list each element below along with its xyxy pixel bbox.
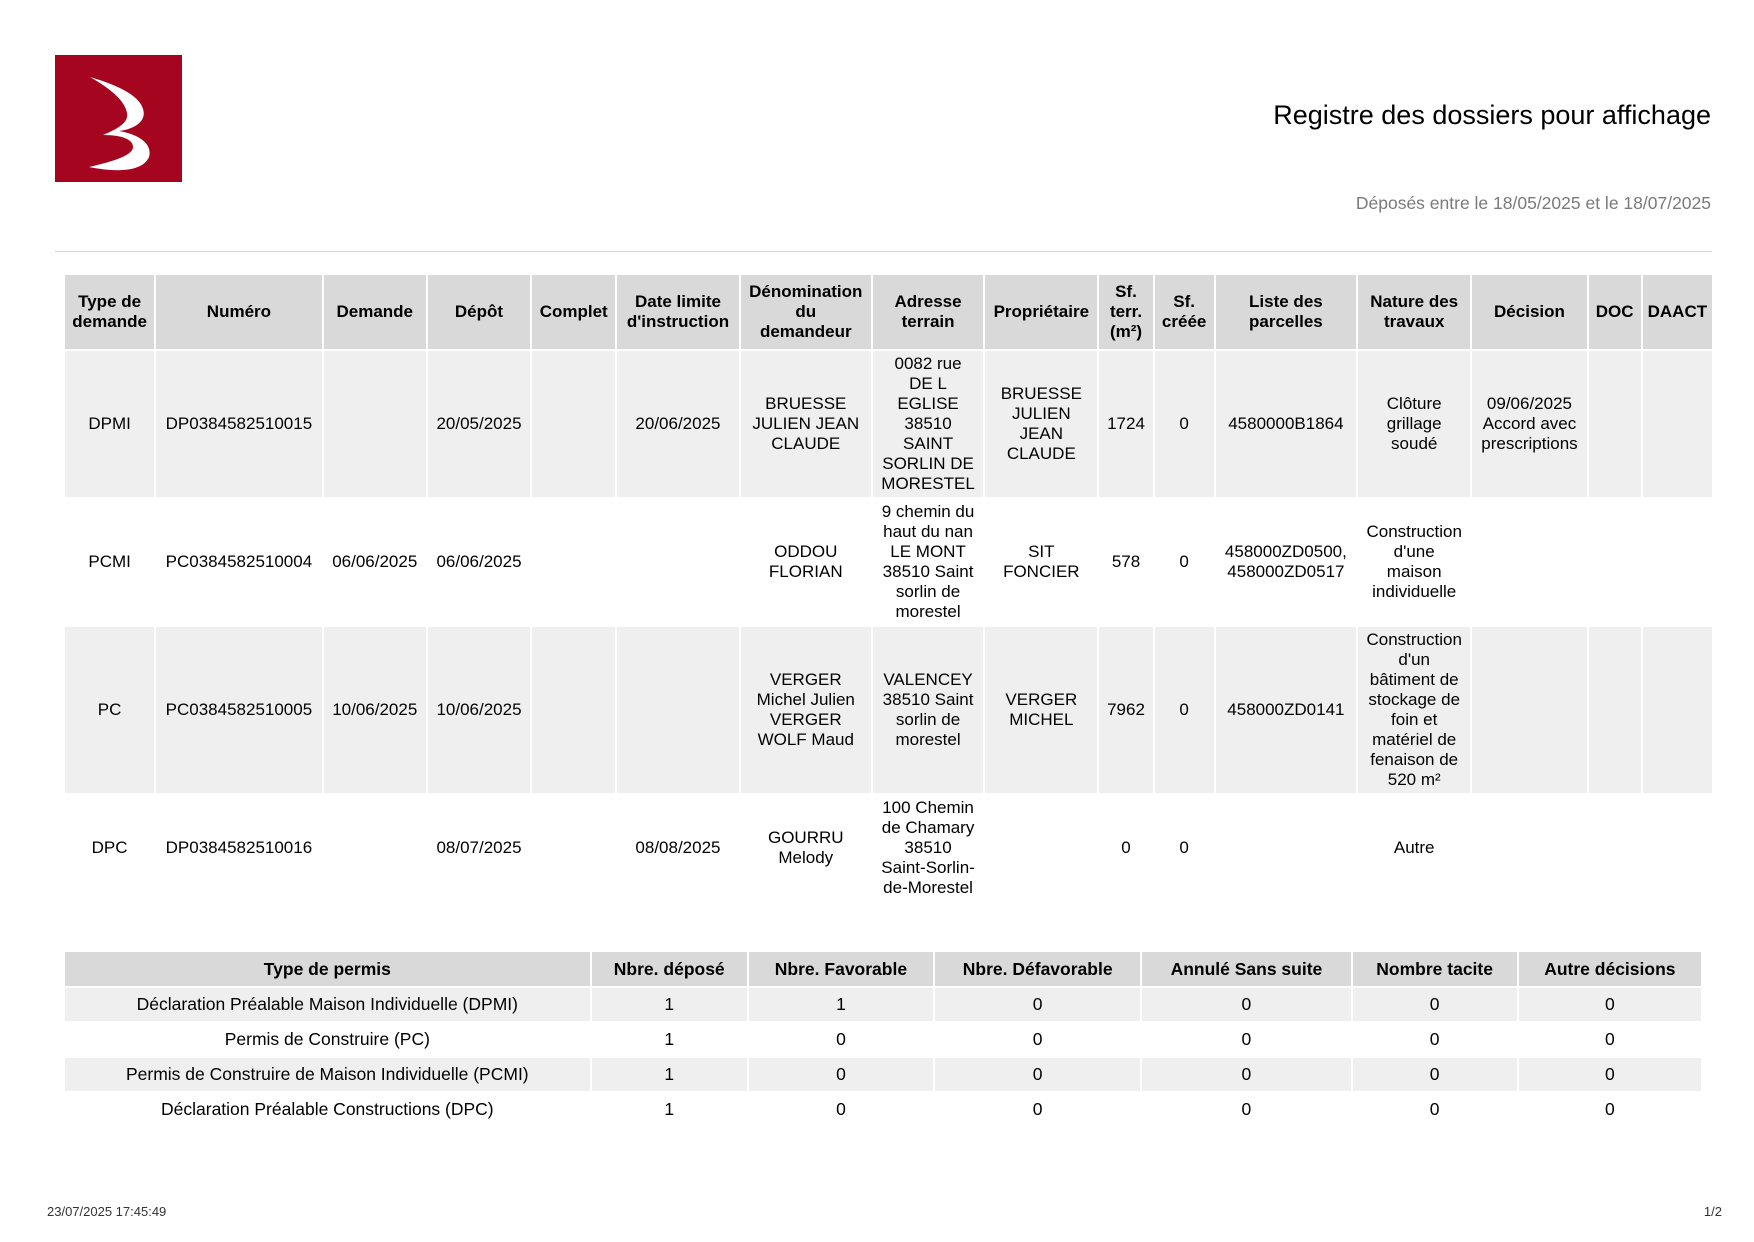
- table-cell: BRUESSE JULIEN JEAN CLAUDE: [984, 350, 1098, 498]
- table-cell: 458000ZD0141: [1215, 626, 1357, 794]
- table-cell: ODDOU FLORIAN: [740, 498, 872, 626]
- table-cell: [531, 794, 616, 902]
- table-cell: [1471, 498, 1587, 626]
- table-cell: 0: [1154, 626, 1215, 794]
- table-cell: 1724: [1098, 350, 1153, 498]
- table-cell: VERGER MICHEL: [984, 626, 1098, 794]
- column-header: Sf. terr. (m²): [1098, 274, 1153, 350]
- table-cell: 08/08/2025: [616, 794, 739, 902]
- logo: [55, 55, 182, 182]
- table-cell: 578: [1098, 498, 1153, 626]
- table-cell: 0082 rue DE L EGLISE 38510 SAINT SORLIN DE MORESTEL: [872, 350, 984, 498]
- table-cell: PC0384582510005: [155, 626, 322, 794]
- table-cell: 458000ZD0500, 458000ZD0517: [1215, 498, 1357, 626]
- column-header: DAACT: [1642, 274, 1713, 350]
- table-cell: [1642, 498, 1713, 626]
- table-cell: 9 chemin du haut du nan LE MONT 38510 Saint sorlin de morestel: [872, 498, 984, 626]
- column-header: Date limite d'instruction: [616, 274, 739, 350]
- table-cell: [1215, 794, 1357, 902]
- summary-cell: Permis de Construire de Maison Individuelle (PCMI): [64, 1057, 591, 1092]
- summary-cell: 0: [1352, 987, 1518, 1022]
- table-cell: 10/06/2025: [427, 626, 531, 794]
- summary-cell: 0: [1352, 1022, 1518, 1057]
- table-cell: [531, 498, 616, 626]
- summary-column-header: Autre décisions: [1518, 951, 1702, 987]
- column-header: Type de demande: [64, 274, 155, 350]
- summary-cell: 1: [591, 1057, 748, 1092]
- summary-column-header: Annulé Sans suite: [1141, 951, 1351, 987]
- table-cell: 0: [1154, 794, 1215, 902]
- page-title: Registre des dossiers pour affichage: [1273, 100, 1711, 130]
- swallow-logo-icon: [55, 55, 182, 182]
- summary-cell: Déclaration Préalable Maison Individuelle (DPMI): [64, 987, 591, 1022]
- summary-row: [64, 1092, 1702, 1127]
- column-header: Complet: [531, 274, 616, 350]
- summary-cell: 1: [591, 1022, 748, 1057]
- summary-cell: 1: [748, 987, 934, 1022]
- summary-cell: 0: [1518, 1057, 1702, 1092]
- table-cell: 20/06/2025: [616, 350, 739, 498]
- column-header: Liste des parcelles: [1215, 274, 1357, 350]
- table-cell: VERGER Michel Julien VERGER WOLF Maud: [740, 626, 872, 794]
- summary-column-header: Type de permis: [64, 951, 591, 987]
- table-cell: [531, 350, 616, 498]
- summary-cell: 0: [1352, 1092, 1518, 1127]
- table-cell: PC0384582510004: [155, 498, 322, 626]
- table-row: [64, 794, 1713, 902]
- table-cell: [1642, 350, 1713, 498]
- table-cell: [1642, 794, 1713, 902]
- summary-cell: 0: [934, 1057, 1141, 1092]
- table-cell: [323, 350, 427, 498]
- summary-header-row: [64, 951, 1702, 987]
- table-cell: [1588, 350, 1642, 498]
- summary-cell: 0: [934, 987, 1141, 1022]
- table-cell: SIT FONCIER: [984, 498, 1098, 626]
- column-header: Dénomination du demandeur: [740, 274, 872, 350]
- summary-table: [63, 950, 1703, 1128]
- table-cell: 100 Chemin de Chamary 38510 Saint-Sorlin- de-Morestel: [872, 794, 984, 902]
- column-header: Sf. créée: [1154, 274, 1215, 350]
- summary-cell: 0: [1141, 1092, 1351, 1127]
- table-cell: DP0384582510016: [155, 794, 322, 902]
- summary-cell: 0: [1518, 1092, 1702, 1127]
- summary-cell: 0: [748, 1092, 934, 1127]
- summary-row: [64, 1022, 1702, 1057]
- header-divider: [55, 251, 1712, 252]
- table-cell: 0: [1154, 498, 1215, 626]
- table-cell: Clôture grillage soudé: [1357, 350, 1471, 498]
- table-cell: DPC: [64, 794, 155, 902]
- table-cell: 09/06/2025 Accord avec prescriptions: [1471, 350, 1587, 498]
- table-header-row: [64, 274, 1713, 350]
- summary-cell: 0: [1518, 987, 1702, 1022]
- print-timestamp: 23/07/2025 17:45:49: [47, 1204, 167, 1219]
- summary-column-header: Nombre tacite: [1352, 951, 1518, 987]
- summary-cell: 0: [748, 1022, 934, 1057]
- table-cell: [616, 498, 739, 626]
- summary-column-header: Nbre. Défavorable: [934, 951, 1141, 987]
- summary-cell: 0: [748, 1057, 934, 1092]
- summary-cell: 0: [1141, 1022, 1351, 1057]
- column-header: Propriétaire: [984, 274, 1098, 350]
- table-row: [64, 626, 1713, 794]
- table-row: [64, 350, 1713, 498]
- table-cell: 10/06/2025: [323, 626, 427, 794]
- summary-row: [64, 987, 1702, 1022]
- table-cell: VALENCEY 38510 Saint sorlin de morestel: [872, 626, 984, 794]
- table-cell: Construction d'un bâtiment de stockage de foin et matériel de fenaison de 520 m²: [1357, 626, 1471, 794]
- table-cell: [1471, 626, 1587, 794]
- table-cell: [1471, 794, 1587, 902]
- table-cell: 06/06/2025: [323, 498, 427, 626]
- summary-cell: Déclaration Préalable Constructions (DPC): [64, 1092, 591, 1127]
- column-header: Numéro: [155, 274, 322, 350]
- column-header: DOC: [1588, 274, 1642, 350]
- table-cell: GOURRU Melody: [740, 794, 872, 902]
- table-cell: [1642, 626, 1713, 794]
- date-range-subtitle: Déposés entre le 18/05/2025 et le 18/07/2025: [1355, 193, 1711, 213]
- table-cell: DP0384582510015: [155, 350, 322, 498]
- dossiers-table: [63, 273, 1714, 903]
- table-cell: Autre: [1357, 794, 1471, 902]
- table-cell: PC: [64, 626, 155, 794]
- summary-cell: 0: [1352, 1057, 1518, 1092]
- table-row: [64, 498, 1713, 626]
- table-cell: 0: [1098, 794, 1153, 902]
- summary-cell: 0: [1518, 1022, 1702, 1057]
- summary-row: [64, 1057, 1702, 1092]
- table-cell: [1588, 626, 1642, 794]
- column-header: Dépôt: [427, 274, 531, 350]
- summary-column-header: Nbre. Favorable: [748, 951, 934, 987]
- table-cell: Construction d'une maison individuelle: [1357, 498, 1471, 626]
- summary-cell: 1: [591, 987, 748, 1022]
- column-header: Nature des travaux: [1357, 274, 1471, 350]
- table-cell: PCMI: [64, 498, 155, 626]
- summary-cell: Permis de Construire (PC): [64, 1022, 591, 1057]
- summary-cell: 1: [591, 1092, 748, 1127]
- column-header: Adresse terrain: [872, 274, 984, 350]
- summary-cell: 0: [1141, 1057, 1351, 1092]
- table-cell: [1588, 498, 1642, 626]
- table-cell: [531, 626, 616, 794]
- summary-cell: 0: [934, 1022, 1141, 1057]
- table-cell: BRUESSE JULIEN JEAN CLAUDE: [740, 350, 872, 498]
- column-header: Demande: [323, 274, 427, 350]
- summary-cell: 0: [934, 1092, 1141, 1127]
- table-cell: [616, 626, 739, 794]
- table-cell: [1588, 794, 1642, 902]
- page-number: 1/2: [1703, 1204, 1722, 1219]
- table-cell: 7962: [1098, 626, 1153, 794]
- table-cell: DPMI: [64, 350, 155, 498]
- table-cell: [323, 794, 427, 902]
- table-cell: 0: [1154, 350, 1215, 498]
- table-cell: 08/07/2025: [427, 794, 531, 902]
- table-cell: 20/05/2025: [427, 350, 531, 498]
- table-cell: 4580000B1864: [1215, 350, 1357, 498]
- column-header: Décision: [1471, 274, 1587, 350]
- table-cell: 06/06/2025: [427, 498, 531, 626]
- summary-cell: 0: [1141, 987, 1351, 1022]
- table-cell: [984, 794, 1098, 902]
- summary-column-header: Nbre. déposé: [591, 951, 748, 987]
